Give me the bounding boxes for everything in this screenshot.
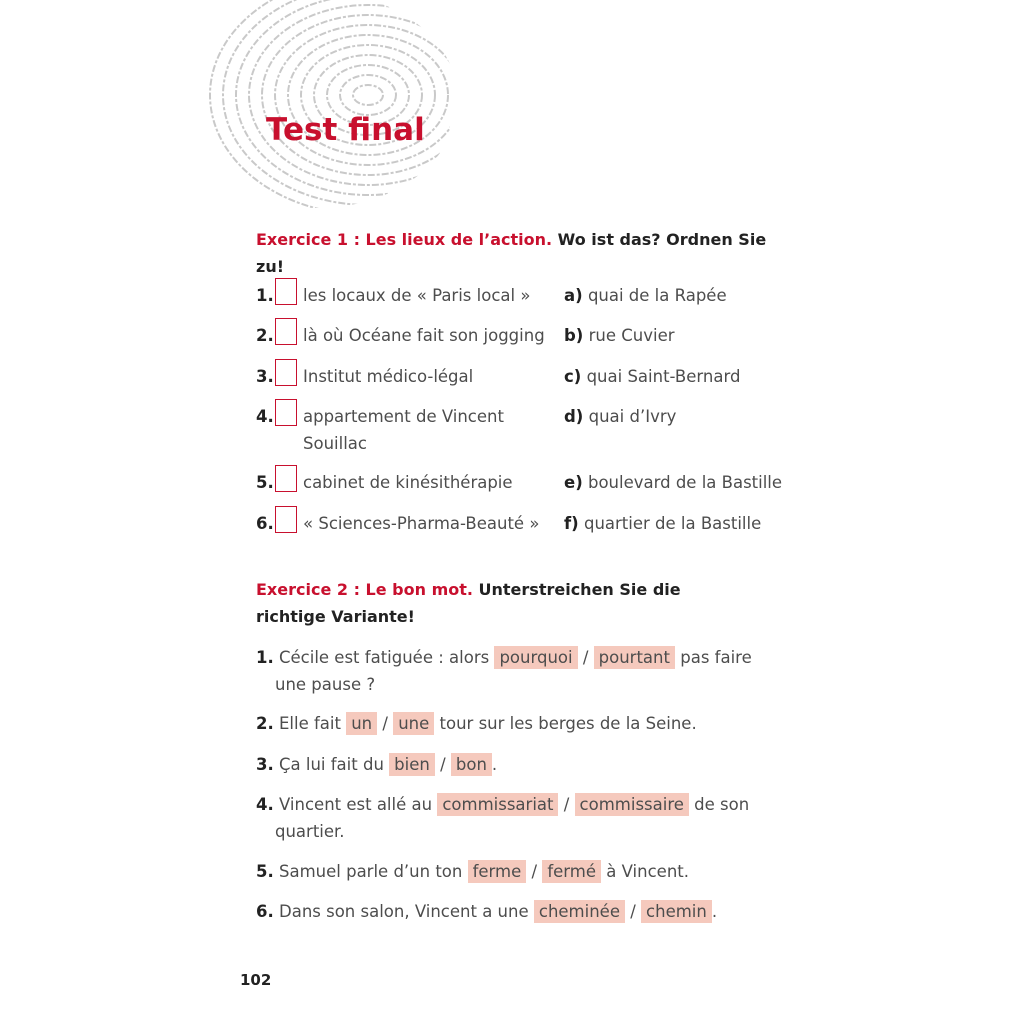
- exercise-2-heading: [256, 576, 736, 630]
- option-separator: /: [624, 902, 642, 921]
- match-number: 2.: [256, 326, 274, 345]
- match-place-line: appartement de Vincent: [303, 407, 504, 426]
- sentence-row: [256, 710, 697, 737]
- match-letter: f): [564, 514, 579, 533]
- option-1[interactable]: cheminée: [534, 900, 625, 923]
- match-number: 6.: [256, 514, 274, 533]
- exercise-1-title: Exercice 1 : Les lieux de l’action.: [256, 230, 553, 249]
- match-answer: [564, 510, 761, 537]
- match-answer: [564, 403, 676, 430]
- match-letter: e): [564, 473, 583, 492]
- page-number: 102: [240, 971, 272, 989]
- option-2[interactable]: une: [393, 712, 434, 735]
- match-answer-text: boulevard de la Bastille: [587, 473, 783, 492]
- sentence-text: à Vincent.: [601, 862, 689, 881]
- answer-box[interactable]: [275, 318, 297, 345]
- match-answer: [564, 322, 675, 349]
- option-separator: /: [558, 795, 575, 814]
- answer-box[interactable]: [275, 359, 297, 386]
- sentence-text: Elle fait: [279, 714, 347, 733]
- option-1[interactable]: commissariat: [437, 793, 558, 816]
- sentence-text: Ça lui fait du: [279, 755, 390, 774]
- match-place: [303, 322, 563, 349]
- sentence-text: Samuel parle d’un ton: [279, 862, 468, 881]
- answer-box[interactable]: [275, 278, 297, 305]
- match-place-line: là où Océane fait son jogging: [303, 326, 545, 345]
- match-place-line: cabinet de kinésithérapie: [303, 473, 513, 492]
- match-answer: [564, 469, 782, 496]
- match-place-line: « Sciences-Pharma-Beauté »: [303, 514, 540, 533]
- option-separator: /: [434, 755, 451, 774]
- match-place: [303, 363, 563, 390]
- sentence-number: 4.: [256, 795, 274, 814]
- page-title: Test final: [266, 112, 425, 148]
- sentence-text: de son: [688, 795, 750, 814]
- match-letter: c): [564, 367, 582, 386]
- option-1[interactable]: ferme: [468, 860, 527, 883]
- match-number: 3.: [256, 367, 274, 386]
- sentence-text: Dans son salon, Vincent a une: [279, 902, 534, 921]
- sentence-row: [256, 751, 497, 778]
- sentence-row: [256, 898, 717, 925]
- match-place: [303, 282, 563, 309]
- sentence-number: 5.: [256, 862, 274, 881]
- option-1[interactable]: pourquoi: [494, 646, 577, 669]
- sentence-number: 3.: [256, 755, 274, 774]
- match-answer: [564, 363, 740, 390]
- match-place-line: Souillac: [303, 434, 367, 453]
- option-2[interactable]: pourtant: [594, 646, 675, 669]
- answer-box[interactable]: [275, 506, 297, 533]
- match-answer-text: quai d’Ivry: [588, 407, 677, 426]
- match-letter: a): [564, 286, 583, 305]
- option-2[interactable]: commissaire: [575, 793, 689, 816]
- match-place-line: Institut médico-légal: [303, 367, 474, 386]
- match-answer-text: quai Saint-Bernard: [586, 367, 741, 386]
- option-2[interactable]: fermé: [542, 860, 601, 883]
- option-2[interactable]: chemin: [641, 900, 712, 923]
- match-answer: [564, 282, 727, 309]
- option-separator: /: [526, 862, 543, 881]
- exercise-1-instruction: Wo ist das? Ordnen Sie zu!: [256, 230, 767, 276]
- exercise-1-heading: [256, 226, 776, 280]
- sentence-text: tour sur les berges de la Seine.: [434, 714, 697, 733]
- option-separator: /: [577, 648, 594, 667]
- match-place: [303, 510, 563, 537]
- match-answer-text: rue Cuvier: [588, 326, 675, 345]
- sentence-row: [256, 644, 752, 698]
- exercise-2-title: Exercice 2 : Le bon mot.: [256, 580, 473, 599]
- match-place: [303, 403, 563, 457]
- match-number: 5.: [256, 473, 274, 492]
- option-1[interactable]: un: [346, 712, 377, 735]
- match-place-line: les locaux de « Paris local »: [303, 286, 531, 305]
- exercise-2-instruction: Unterstreichen Sie die richtige Variante!: [256, 580, 681, 626]
- match-answer-text: quartier de la Bastille: [583, 514, 762, 533]
- match-letter: d): [564, 407, 584, 426]
- match-place: [303, 469, 563, 496]
- match-answer-text: quai de la Rapée: [587, 286, 727, 305]
- sentence-row: [256, 858, 689, 885]
- sentence-text: .: [711, 902, 718, 921]
- sentence-text: pas faire: [674, 648, 752, 667]
- sentence-text: Vincent est allé au: [279, 795, 438, 814]
- sentence-number: 1.: [256, 648, 274, 667]
- fingerprint-decoration: [168, 0, 450, 210]
- sentence-number: 2.: [256, 714, 274, 733]
- sentence-text: Cécile est fatiguée : alors: [279, 648, 495, 667]
- match-letter: b): [564, 326, 584, 345]
- sentence-continuation: quartier.: [275, 822, 345, 841]
- sentence-row: [256, 791, 749, 845]
- option-separator: /: [377, 714, 394, 733]
- match-number: 4.: [256, 407, 274, 426]
- option-1[interactable]: bien: [389, 753, 435, 776]
- sentence-text: .: [491, 755, 498, 774]
- answer-box[interactable]: [275, 465, 297, 492]
- sentence-continuation: une pause ?: [275, 675, 376, 694]
- answer-box[interactable]: [275, 399, 297, 426]
- sentence-number: 6.: [256, 902, 274, 921]
- option-2[interactable]: bon: [451, 753, 492, 776]
- match-number: 1.: [256, 286, 274, 305]
